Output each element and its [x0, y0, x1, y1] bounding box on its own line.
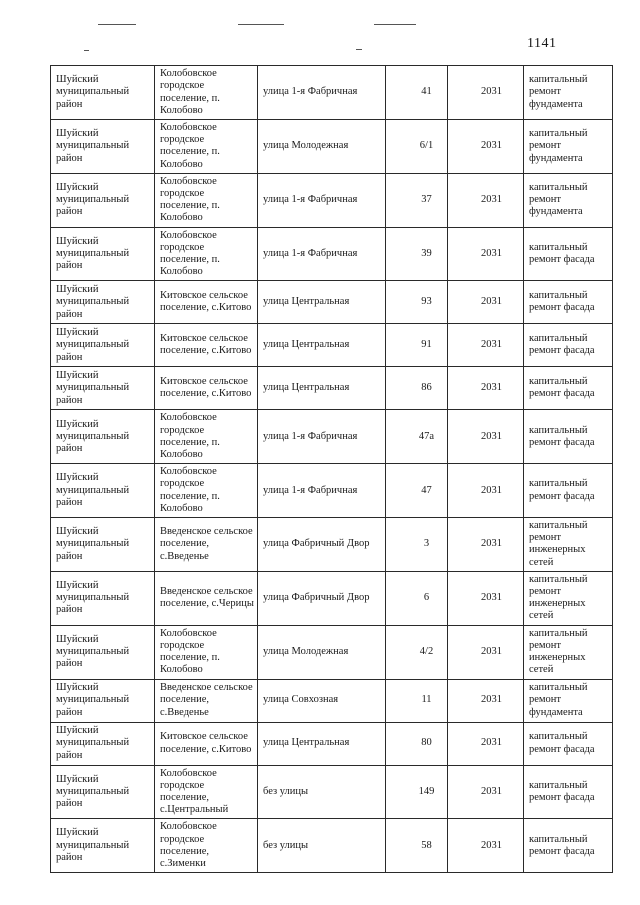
year-cell: 2031 [448, 410, 524, 464]
table-row [51, 625, 613, 679]
house-number-cell: 41 [386, 66, 448, 120]
district-cell: Шуйский муниципальный район [51, 722, 155, 765]
house-number-cell: 47 [386, 464, 448, 518]
table-row [51, 120, 613, 174]
work-type-cell: капитальный ремонт фундамента [524, 679, 613, 722]
settlement-cell: Колобовское городское поселение, п. Колобово [155, 120, 258, 174]
house-number-cell: 4/2 [386, 625, 448, 679]
scan-mark [238, 24, 284, 25]
work-type-cell: капитальный ремонт фундамента [524, 120, 613, 174]
house-number-cell: 91 [386, 324, 448, 367]
year-cell: 2031 [448, 281, 524, 324]
street-cell: без улицы [258, 765, 386, 819]
work-type-cell: капитальный ремонт фасада [524, 722, 613, 765]
year-cell: 2031 [448, 819, 524, 873]
street-cell: улица 1-я Фабричная [258, 66, 386, 120]
settlement-cell: Китовское сельское поселение, с.Китово [155, 324, 258, 367]
table-row [51, 173, 613, 227]
year-cell: 2031 [448, 765, 524, 819]
street-cell: улица 1-я Фабричная [258, 464, 386, 518]
table-row [51, 819, 613, 873]
work-type-cell: капитальный ремонт инженерных сетей [524, 518, 613, 572]
work-type-cell: капитальный ремонт инженерных сетей [524, 571, 613, 625]
table-row [51, 66, 613, 120]
settlement-cell: Колобовское городское поселение, п. Колобово [155, 464, 258, 518]
table-body [51, 66, 613, 873]
work-type-cell: капитальный ремонт фасада [524, 227, 613, 281]
district-cell: Шуйский муниципальный район [51, 625, 155, 679]
settlement-cell: Колобовское городское поселение, п. Колобово [155, 227, 258, 281]
district-cell: Шуйский муниципальный район [51, 518, 155, 572]
street-cell: улица Центральная [258, 722, 386, 765]
settlement-cell: Колобовское городское поселение, п. Колобово [155, 66, 258, 120]
year-cell: 2031 [448, 518, 524, 572]
table-row [51, 518, 613, 572]
year-cell: 2031 [448, 625, 524, 679]
district-cell: Шуйский муниципальный район [51, 324, 155, 367]
settlement-cell: Китовское сельское поселение, с.Китово [155, 367, 258, 410]
work-type-cell: капитальный ремонт фундамента [524, 66, 613, 120]
district-cell: Шуйский муниципальный район [51, 679, 155, 722]
work-type-cell: капитальный ремонт фасада [524, 464, 613, 518]
work-type-cell: капитальный ремонт фасада [524, 819, 613, 873]
house-number-cell: 3 [386, 518, 448, 572]
street-cell: улица Фабричный Двор [258, 571, 386, 625]
work-type-cell: капитальный ремонт фундамента [524, 173, 613, 227]
work-type-cell: капитальный ремонт фасада [524, 410, 613, 464]
house-number-cell: 6 [386, 571, 448, 625]
scan-mark [356, 49, 362, 50]
street-cell: улица Молодежная [258, 120, 386, 174]
district-cell: Шуйский муниципальный район [51, 367, 155, 410]
street-cell: улица Совхозная [258, 679, 386, 722]
year-cell: 2031 [448, 571, 524, 625]
year-cell: 2031 [448, 120, 524, 174]
table-row [51, 464, 613, 518]
district-cell: Шуйский муниципальный район [51, 765, 155, 819]
table-row [51, 765, 613, 819]
settlement-cell: Китовское сельское поселение, с.Китово [155, 281, 258, 324]
house-number-cell: 86 [386, 367, 448, 410]
district-cell: Шуйский муниципальный район [51, 227, 155, 281]
table-row [51, 679, 613, 722]
street-cell: улица 1-я Фабричная [258, 173, 386, 227]
settlement-cell: Введенское сельское поселение, с.Черицы [155, 571, 258, 625]
district-cell: Шуйский муниципальный район [51, 281, 155, 324]
house-number-cell: 39 [386, 227, 448, 281]
scan-mark [374, 24, 416, 25]
table-row [51, 281, 613, 324]
house-number-cell: 6/1 [386, 120, 448, 174]
district-cell: Шуйский муниципальный район [51, 66, 155, 120]
settlement-cell: Китовское сельское поселение, с.Китово [155, 722, 258, 765]
year-cell: 2031 [448, 324, 524, 367]
house-number-cell: 37 [386, 173, 448, 227]
page-number: 1141 [527, 36, 557, 51]
table-row [51, 227, 613, 281]
street-cell: улица 1-я Фабричная [258, 410, 386, 464]
district-cell: Шуйский муниципальный район [51, 571, 155, 625]
year-cell: 2031 [448, 173, 524, 227]
work-type-cell: капитальный ремонт фасада [524, 324, 613, 367]
work-type-cell: капитальный ремонт фасада [524, 765, 613, 819]
house-number-cell: 80 [386, 722, 448, 765]
year-cell: 2031 [448, 66, 524, 120]
work-type-cell: капитальный ремонт фасада [524, 367, 613, 410]
scan-mark [98, 24, 136, 25]
settlement-cell: Введенское сельское поселение, с.Введенье [155, 518, 258, 572]
work-type-cell: капитальный ремонт инженерных сетей [524, 625, 613, 679]
table-row [51, 571, 613, 625]
settlement-cell: Колобовское городское поселение, п. Колобово [155, 410, 258, 464]
house-number-cell: 58 [386, 819, 448, 873]
street-cell: улица Фабричный Двор [258, 518, 386, 572]
table-row [51, 324, 613, 367]
street-cell: улица Центральная [258, 281, 386, 324]
district-cell: Шуйский муниципальный район [51, 819, 155, 873]
table-row [51, 722, 613, 765]
house-number-cell: 11 [386, 679, 448, 722]
scan-mark [84, 50, 89, 51]
street-cell: без улицы [258, 819, 386, 873]
settlement-cell: Колобовское городское поселение, п. Колобово [155, 173, 258, 227]
year-cell: 2031 [448, 722, 524, 765]
district-cell: Шуйский муниципальный район [51, 120, 155, 174]
settlement-cell: Колобовское городское поселение, п. Колобово [155, 625, 258, 679]
settlement-cell: Колобовское городское поселение, с.Зименки [155, 819, 258, 873]
records-table [50, 65, 613, 873]
year-cell: 2031 [448, 367, 524, 410]
street-cell: улица Центральная [258, 324, 386, 367]
settlement-cell: Колобовское городское поселение, с.Центральный [155, 765, 258, 819]
year-cell: 2031 [448, 679, 524, 722]
district-cell: Шуйский муниципальный район [51, 464, 155, 518]
year-cell: 2031 [448, 227, 524, 281]
district-cell: Шуйский муниципальный район [51, 173, 155, 227]
table-row [51, 367, 613, 410]
street-cell: улица Молодежная [258, 625, 386, 679]
settlement-cell: Введенское сельское поселение, с.Введенье [155, 679, 258, 722]
table-row [51, 410, 613, 464]
district-cell: Шуйский муниципальный район [51, 410, 155, 464]
house-number-cell: 93 [386, 281, 448, 324]
work-type-cell: капитальный ремонт фасада [524, 281, 613, 324]
street-cell: улица 1-я Фабричная [258, 227, 386, 281]
street-cell: улица Центральная [258, 367, 386, 410]
house-number-cell: 149 [386, 765, 448, 819]
year-cell: 2031 [448, 464, 524, 518]
house-number-cell: 47а [386, 410, 448, 464]
